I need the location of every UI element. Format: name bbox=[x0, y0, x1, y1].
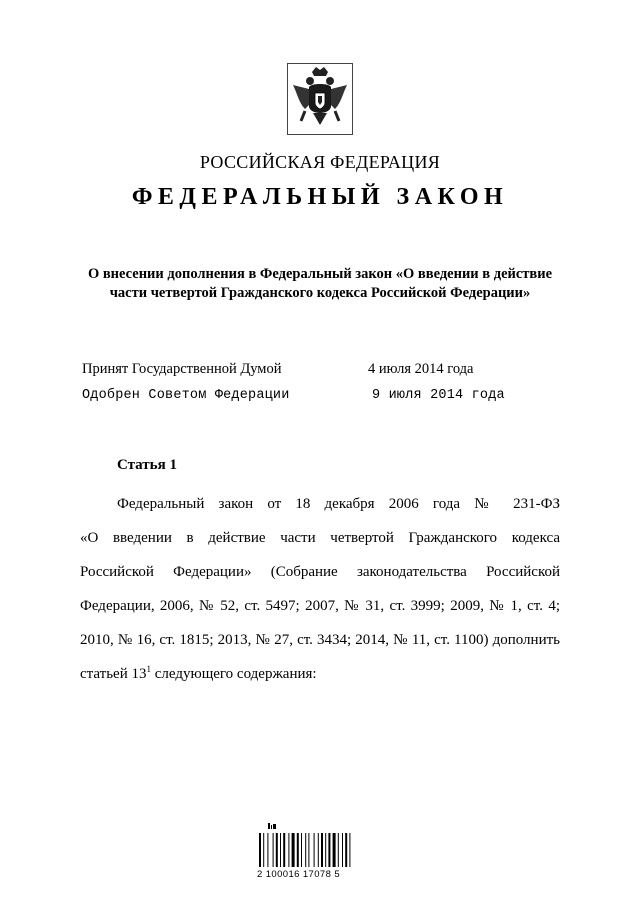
barcode-bar bbox=[342, 833, 343, 867]
barcode-bar bbox=[314, 833, 315, 867]
duma-adoption-label: Принят Государственной Думой bbox=[82, 361, 282, 377]
barcode-bar bbox=[301, 833, 302, 867]
barcode-bar bbox=[345, 833, 347, 867]
barcode-bar bbox=[325, 833, 326, 867]
barcode-bar bbox=[292, 833, 295, 867]
barcode-bar bbox=[273, 833, 274, 867]
barcode-bar bbox=[305, 833, 306, 867]
barcode-bar bbox=[276, 833, 278, 867]
article-text-fragment: статьей 13 bbox=[80, 666, 147, 682]
barcode-bar bbox=[259, 833, 261, 867]
barcode-number: 2 100016 17078 5 bbox=[257, 869, 341, 880]
barcode-bar bbox=[288, 833, 289, 867]
article-body bbox=[80, 487, 560, 691]
article-text-fragment: следующего содержания: bbox=[151, 666, 317, 682]
law-subject bbox=[70, 265, 570, 303]
barcode-bar bbox=[267, 833, 268, 867]
barcode-bar bbox=[333, 833, 336, 867]
barcode-bar bbox=[349, 833, 350, 867]
barcode-bar bbox=[297, 833, 299, 867]
barcode-bar bbox=[263, 833, 264, 867]
article-text-line: 2010, № 16, ст. 1815; 2013, № 27, ст. 3434; 2014, № 11, ст. 1100) дополнить bbox=[80, 632, 560, 648]
barcode-bar bbox=[328, 833, 330, 867]
article-text-line: Федеральный закон от 18 декабря 2006 года № 231-ФЗ bbox=[117, 496, 560, 512]
barcode-bar bbox=[283, 833, 285, 867]
superscript: 1 bbox=[146, 664, 151, 674]
barcode-bar bbox=[318, 833, 319, 867]
subject-line: части четвертой Гражданского кодекса Российской Федерации» bbox=[109, 285, 531, 301]
coat-of-arms-icon bbox=[287, 63, 353, 135]
council-approval-label: Одобрен Советом Федерации bbox=[82, 388, 290, 403]
document-type-title: ФЕДЕРАЛЬНЫЙ ЗАКОН bbox=[131, 184, 509, 210]
barcode-bar bbox=[338, 833, 339, 867]
duma-adoption-date: 4 июля 2014 года bbox=[368, 361, 474, 377]
barcode-bar bbox=[321, 833, 323, 867]
subject-line: О внесении дополнения в Федеральный закон «О введении в действие bbox=[87, 266, 553, 282]
article-heading: Статья 1 bbox=[117, 457, 177, 473]
article-text-line: «О введении в действие части четвертой Гражданского кодекса bbox=[80, 530, 560, 546]
country-name: РОССИЙСКАЯ ФЕДЕРАЦИЯ bbox=[199, 152, 441, 172]
barcode-bar bbox=[280, 833, 281, 867]
article-text-line bbox=[80, 657, 560, 691]
article-text-line: Российской Федерации» (Собрание законодательства Российской bbox=[80, 564, 560, 580]
council-approval-date: 9 июля 2014 года bbox=[372, 388, 505, 403]
barcode-bar bbox=[308, 833, 309, 867]
article-text-line: Федерации, 2006, № 52, ст. 5497; 2007, № 31, ст. 3999; 2009, № 1, ст. 4; bbox=[80, 598, 560, 614]
